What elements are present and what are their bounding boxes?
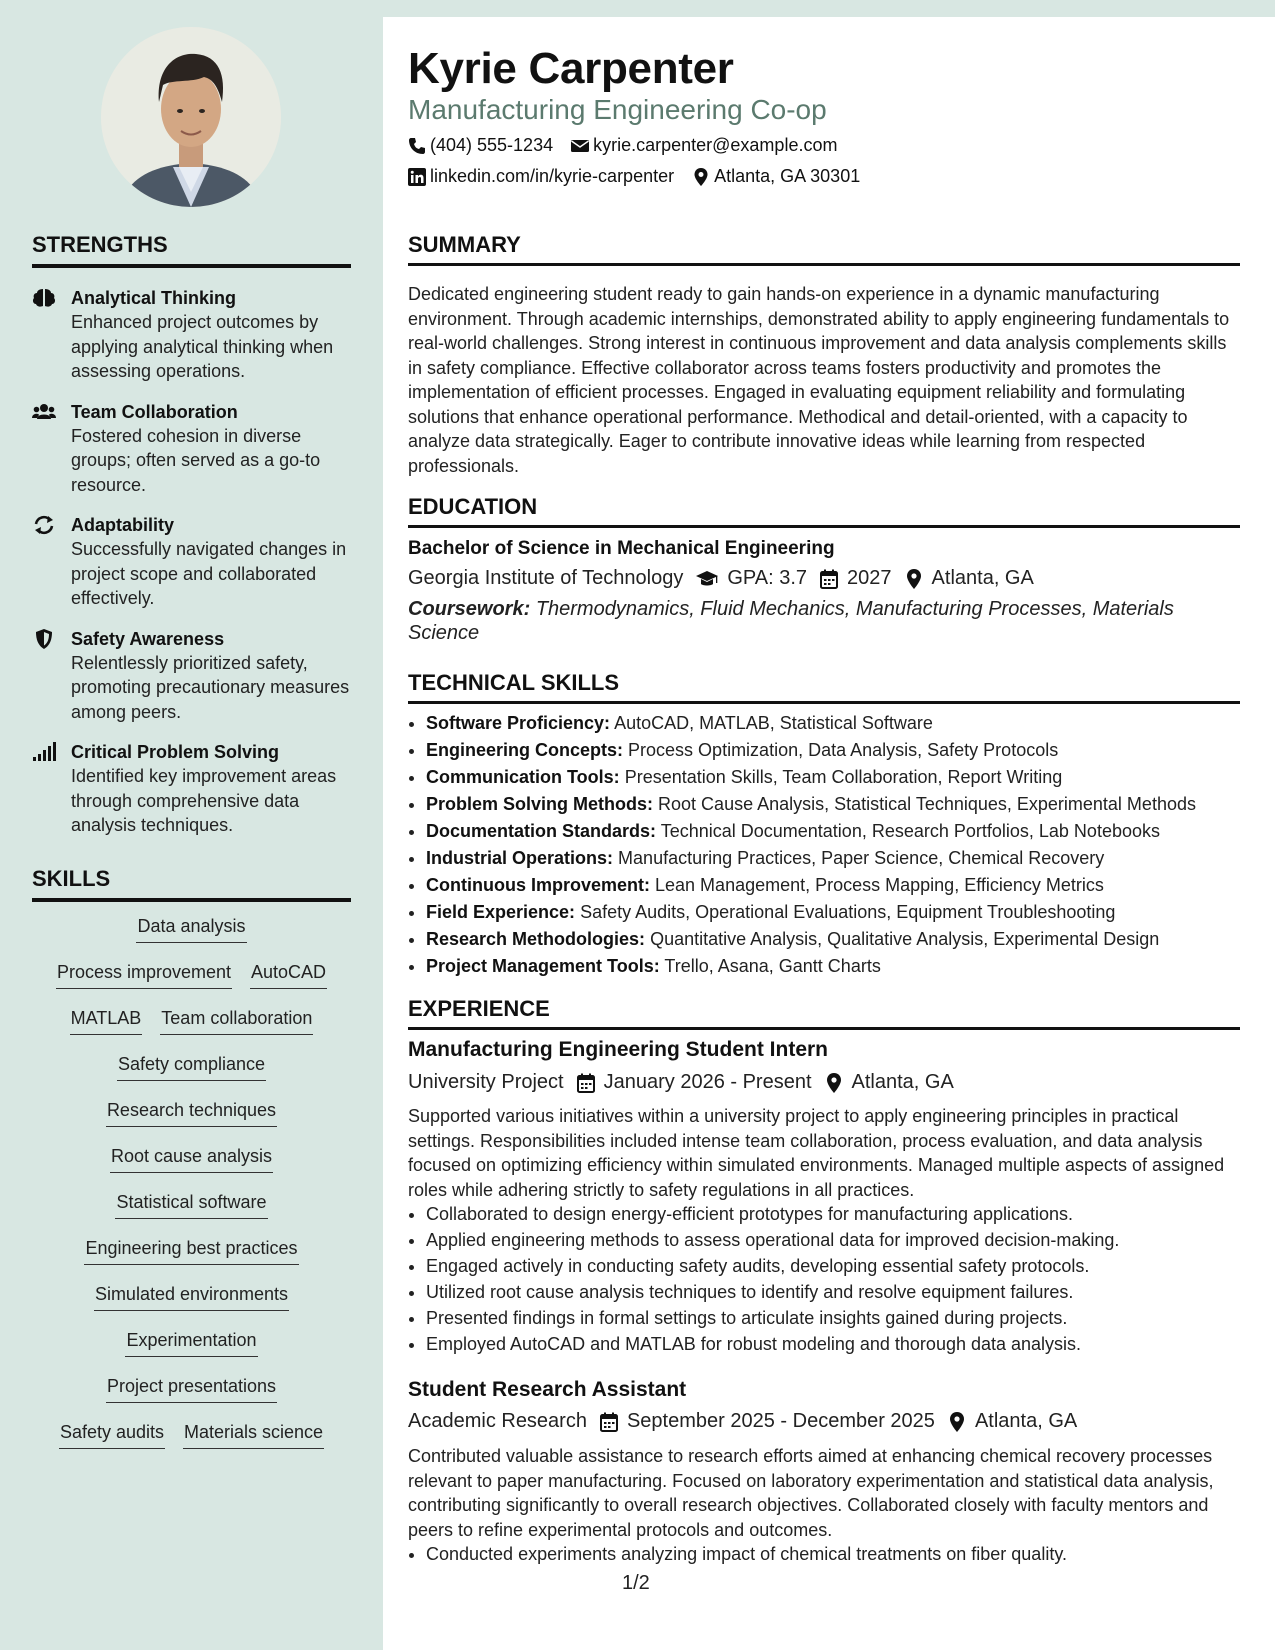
- strengths-heading: STRENGTHS: [32, 232, 351, 268]
- signal-icon: [32, 742, 56, 762]
- list-item: • Documentation Standards: Technical Documentation, Research Portfolios, Lab Notebooks: [426, 818, 1240, 845]
- job-bullets: [408, 1541, 1240, 1567]
- list-item: • Problem Solving Methods: Root Cause Analysis, Statistical Techniques, Experimental Methods: [426, 791, 1240, 818]
- list-item: • Conducted experiments analyzing impact of chemical treatments on fiber quality.: [426, 1541, 1240, 1567]
- sync-icon: [32, 515, 56, 535]
- candidate-title: Manufacturing Engineering Co-op: [408, 94, 827, 125]
- email-address[interactable]: kyrie.carpenter@example.com: [593, 135, 838, 155]
- degree-title: Bachelor of Science in Mechanical Engineering: [408, 538, 835, 559]
- skill-chip: Experimentation: [125, 1324, 257, 1357]
- map-pin-icon: [824, 1073, 844, 1093]
- users-icon: [32, 402, 56, 422]
- summary-text: Dedicated engineering student ready to gain hands-on experience in a dynamic manufacturing environment. Through academic internships, demonstrated ability to apply engineering fundamentals to real-world challenges. Strong interest in continuous improvement and data analysis complements skills in safety compliance. Effective collaborator across teams fosters productivity and promotes the implementation of efficient processes. Engaged in evaluating equipment reliability and formulating solutions that enhance operational performance. Methodical and detail-oriented, with a capacity to analyze data strategically. Eager to contribute innovative ideas while learning from respected professionals.: [408, 284, 1230, 476]
- skill-chip: Statistical software: [115, 1186, 267, 1219]
- phone-contact: [408, 135, 553, 156]
- email-contact[interactable]: [571, 135, 837, 156]
- list-item: • Utilized root cause analysis techniques to identify and resolve equipment failures.: [426, 1279, 1240, 1305]
- envelope-icon: [571, 137, 589, 155]
- strength-title: Team Collaboration: [71, 401, 238, 422]
- skill-chip: Safety compliance: [117, 1048, 266, 1081]
- strength-title: Critical Problem Solving: [71, 742, 280, 762]
- school-name: Georgia Institute of Technology: [408, 567, 684, 589]
- education-meta: [408, 567, 1034, 590]
- linkedin-contact[interactable]: [408, 166, 674, 187]
- job-org: Academic Research: [408, 1410, 587, 1432]
- location-text: Atlanta, GA 30301: [714, 166, 861, 186]
- skill-chip: Materials science: [183, 1416, 324, 1449]
- skills-list: [32, 910, 351, 1462]
- graduation-cap-icon: [695, 569, 719, 589]
- job-title: Student Research Assistant: [408, 1378, 687, 1401]
- calendar-icon: [599, 1412, 619, 1432]
- list-item: • Continuous Improvement: Lean Management, Process Mapping, Efficiency Metrics: [426, 872, 1240, 899]
- job-meta: [408, 1071, 954, 1094]
- skill-chip: Safety audits: [59, 1416, 165, 1449]
- gpa: GPA: 3.7: [727, 567, 808, 589]
- strength-description: Relentlessly prioritized safety, promoting precautionary measures among peers.: [71, 652, 350, 722]
- contact-row-1: [408, 135, 855, 156]
- job-dates: September 2025 - December 2025: [626, 1410, 935, 1432]
- strength-item: [32, 400, 362, 498]
- list-item: • Collaborated to design energy-efficient prototypes for manufacturing applications.: [426, 1201, 1240, 1227]
- skill-chip: Root cause analysis: [110, 1140, 273, 1173]
- profile-photo: [101, 27, 281, 207]
- calendar-icon: [576, 1073, 596, 1093]
- map-pin-icon: [692, 168, 710, 186]
- phone-number: (404) 555-1234: [430, 135, 554, 155]
- list-item: • Applied engineering methods to assess operational data for improved decision-making.: [426, 1227, 1240, 1253]
- strength-title: Adaptability: [71, 515, 175, 535]
- strength-description: Identified key improvement areas through comprehensive data analysis techniques.: [71, 766, 337, 835]
- phone-icon: [408, 137, 426, 155]
- strength-description: Successfully navigated changes in project scope and collaborated effectively.: [71, 539, 347, 608]
- skill-chip: AutoCAD: [250, 956, 327, 989]
- contact-row-2: [408, 166, 878, 187]
- page-number: 1/2: [622, 1572, 650, 1594]
- coursework-label: Coursework:: [408, 598, 531, 620]
- strength-item: [32, 286, 362, 384]
- skill-chip: Data analysis: [136, 910, 246, 943]
- job-bullets: [408, 1201, 1240, 1357]
- strength-item: [32, 627, 362, 725]
- job-location: Atlanta, GA: [974, 1410, 1078, 1432]
- skill-chip: Project presentations: [106, 1370, 277, 1403]
- summary-heading: SUMMARY: [408, 232, 1240, 266]
- shield-icon: [32, 629, 56, 649]
- calendar-icon: [819, 569, 839, 589]
- education-heading: EDUCATION: [408, 494, 1240, 528]
- job-location: Atlanta, GA: [851, 1071, 954, 1093]
- strength-description: Fostered cohesion in diverse groups; often served as a go-to resource.: [71, 425, 321, 495]
- graduation-year: 2027: [847, 567, 892, 589]
- list-item: • Research Methodologies: Quantitative Analysis, Qualitative Analysis, Experimental Design: [426, 926, 1240, 953]
- list-item: • Communication Tools: Presentation Skills, Team Collaboration, Report Writing: [426, 764, 1240, 791]
- job-summary: Contributed valuable assistance to research efforts aimed at enhancing chemical recovery processes relevant to paper manufacturing. Focused on laboratory experimentation and statistical data analysis, contributing significantly to overall research objectives. Collaborated closely with faculty mentors and peers to refine experimental protocols and outcomes.: [408, 1446, 1214, 1540]
- map-pin-icon: [947, 1412, 967, 1432]
- list-item: • Engineering Concepts: Process Optimization, Data Analysis, Safety Protocols: [426, 737, 1240, 764]
- job-title: Manufacturing Engineering Student Intern: [408, 1038, 828, 1061]
- technical-skills-list: [408, 710, 1240, 980]
- job-org: University Project: [408, 1071, 564, 1093]
- job-summary: Supported various initiatives within a university project to apply engineering principles in practical settings. Responsibilities included intense team collaboration, process evaluation, and data analysis focused on optimizing efficiency within simulated environments. Managed multiple aspects of assigned roles while adhering strictly to safety regulations in all practices.: [408, 1106, 1225, 1200]
- location-contact: [692, 166, 860, 187]
- list-item: • Project Management Tools: Trello, Asana, Gantt Charts: [426, 953, 1240, 980]
- skills-heading: SKILLS: [32, 866, 351, 902]
- list-item: • Presented findings in formal settings to articulate insights gained during projects.: [426, 1305, 1240, 1331]
- brain-icon: [32, 288, 56, 308]
- skill-chip: MATLAB: [70, 1002, 143, 1035]
- skill-chip: Simulated environments: [94, 1278, 289, 1311]
- strength-item: [32, 513, 362, 611]
- list-item: • Employed AutoCAD and MATLAB for robust modeling and thorough data analysis.: [426, 1331, 1240, 1357]
- avatar-illustration: [101, 27, 281, 207]
- job-dates: January 2026 - Present: [603, 1071, 812, 1093]
- strength-description: Enhanced project outcomes by applying analytical thinking when assessing operations.: [71, 312, 334, 381]
- map-pin-icon: [904, 569, 924, 589]
- technical-skills-heading: TECHNICAL SKILLS: [408, 670, 1240, 704]
- school-location: Atlanta, GA: [931, 567, 1034, 589]
- list-item: • Software Proficiency: AutoCAD, MATLAB, Statistical Software: [426, 710, 1240, 737]
- coursework: [408, 597, 1208, 645]
- skill-chip: Research techniques: [106, 1094, 277, 1127]
- strength-title: Safety Awareness: [71, 628, 225, 649]
- strength-title: Analytical Thinking: [71, 288, 237, 308]
- list-item: • Field Experience: Safety Audits, Operational Evaluations, Equipment Troubleshooting: [426, 899, 1240, 926]
- coursework-list: Thermodynamics, Fluid Mechanics, Manufacturing Processes, Materials Science: [408, 598, 1174, 644]
- list-item: • Engaged actively in conducting safety audits, developing essential safety protocols.: [426, 1253, 1240, 1279]
- skill-chip: Process improvement: [56, 956, 232, 989]
- linkedin-icon: [408, 168, 426, 186]
- linkedin-url[interactable]: linkedin.com/in/kyrie-carpenter: [430, 166, 675, 186]
- skill-chip: Engineering best practices: [84, 1232, 298, 1265]
- list-item: • Industrial Operations: Manufacturing Practices, Paper Science, Chemical Recovery: [426, 845, 1240, 872]
- strength-item: [32, 740, 362, 838]
- experience-heading: EXPERIENCE: [408, 996, 1240, 1030]
- skill-chip: Team collaboration: [160, 1002, 313, 1035]
- job-meta: [408, 1410, 1077, 1433]
- strengths-list: [32, 286, 362, 854]
- candidate-name: Kyrie Carpenter: [408, 44, 734, 93]
